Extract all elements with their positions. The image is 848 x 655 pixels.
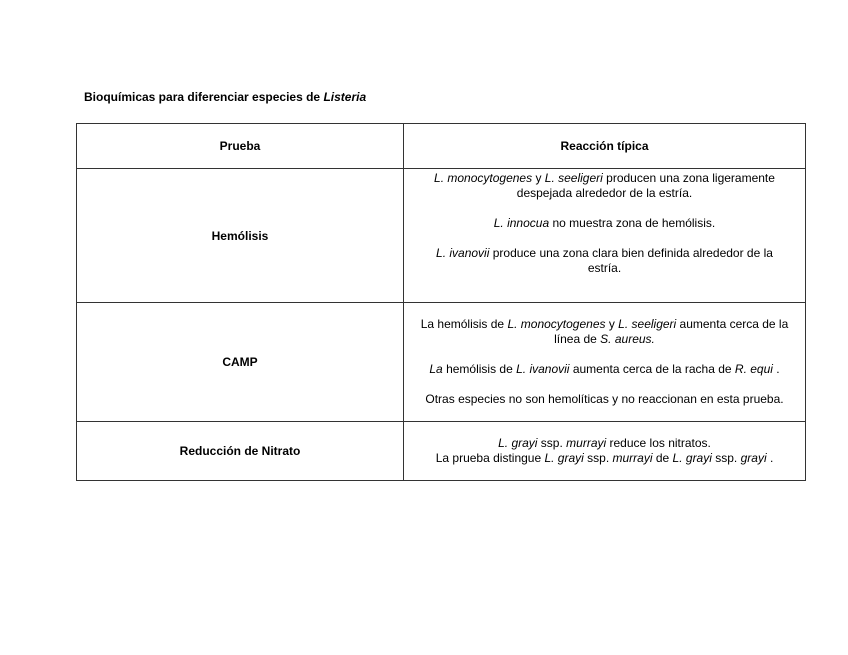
text-run: reduce los nitratos. bbox=[606, 436, 711, 450]
reaction-paragraph bbox=[404, 451, 805, 466]
text-run: hemólisis de bbox=[442, 362, 517, 376]
species-name: L. grayi bbox=[498, 436, 538, 450]
species-name: L. grayi bbox=[544, 451, 584, 465]
text-run: produce una zona clara bien definida alrededor de la estría. bbox=[489, 246, 773, 275]
table-row-camp bbox=[77, 303, 806, 422]
header-test: Prueba bbox=[77, 124, 404, 169]
test-name-hemolisis: Hemólisis bbox=[77, 169, 404, 303]
text-run: Otras especies no son hemolíticas y no reaccionan en esta prueba. bbox=[425, 392, 784, 406]
species-name: L. monocytogenes bbox=[507, 317, 606, 331]
text-run: ssp. bbox=[711, 451, 741, 465]
reaction-paragraph bbox=[404, 436, 805, 451]
species-name: L. monocytogenes bbox=[434, 171, 533, 185]
document-title bbox=[84, 90, 366, 104]
reaction-cell-nitrato bbox=[404, 422, 806, 481]
header-reaction: Reacción típica bbox=[404, 124, 806, 169]
species-name: L. ivanovii bbox=[516, 362, 570, 376]
table-row-hemolisis bbox=[77, 169, 806, 303]
species-name: L. seeligeri bbox=[618, 317, 677, 331]
species-name: L. ivanovii bbox=[436, 246, 490, 260]
reaction-paragraph bbox=[418, 216, 791, 231]
text-run: de bbox=[652, 451, 673, 465]
text-run: ssp. bbox=[583, 451, 613, 465]
reaction-paragraph bbox=[410, 392, 799, 407]
species-name: L. innocua bbox=[493, 216, 550, 230]
text-run: La prueba distingue bbox=[435, 451, 545, 465]
reaction-cell-camp bbox=[404, 303, 806, 422]
text-run: y bbox=[532, 171, 545, 185]
biochemical-table bbox=[76, 123, 806, 481]
test-name-camp: CAMP bbox=[77, 303, 404, 422]
text-run: . bbox=[772, 362, 780, 376]
reaction-cell-hemolisis bbox=[404, 169, 806, 303]
text-run: aumenta cerca de la línea de bbox=[554, 317, 789, 346]
text-run: ssp. bbox=[537, 436, 567, 450]
species-name: L. grayi bbox=[672, 451, 712, 465]
title-prefix: Bioquímicas para diferenciar especies de bbox=[84, 90, 324, 104]
title-genus: Listeria bbox=[323, 90, 367, 104]
species-name: L. seeligeri bbox=[544, 171, 603, 185]
reaction-paragraph bbox=[418, 246, 791, 276]
text-run: La hemólisis de bbox=[420, 317, 508, 331]
species-name: grayi bbox=[740, 451, 767, 465]
text-run: producen una zona ligeramente despejada alrededor de la estría. bbox=[516, 171, 775, 200]
species-name: La bbox=[429, 362, 443, 376]
table-header-row bbox=[77, 124, 806, 169]
species-name: R. equi bbox=[734, 362, 773, 376]
text-run: y bbox=[605, 317, 619, 331]
test-name-nitrato: Reducción de Nitrato bbox=[77, 422, 404, 481]
reaction-paragraph bbox=[410, 362, 799, 377]
species-name: murrayi bbox=[566, 436, 607, 450]
text-run: no muestra zona de hemólisis. bbox=[549, 216, 716, 230]
species-name: murrayi bbox=[612, 451, 653, 465]
species-name: S. aureus. bbox=[600, 332, 655, 346]
table-row-nitrato bbox=[77, 422, 806, 481]
reaction-paragraph bbox=[410, 317, 799, 347]
reaction-paragraph bbox=[418, 171, 791, 201]
text-run: aumenta cerca de la racha de bbox=[569, 362, 735, 376]
text-run: . bbox=[766, 451, 774, 465]
